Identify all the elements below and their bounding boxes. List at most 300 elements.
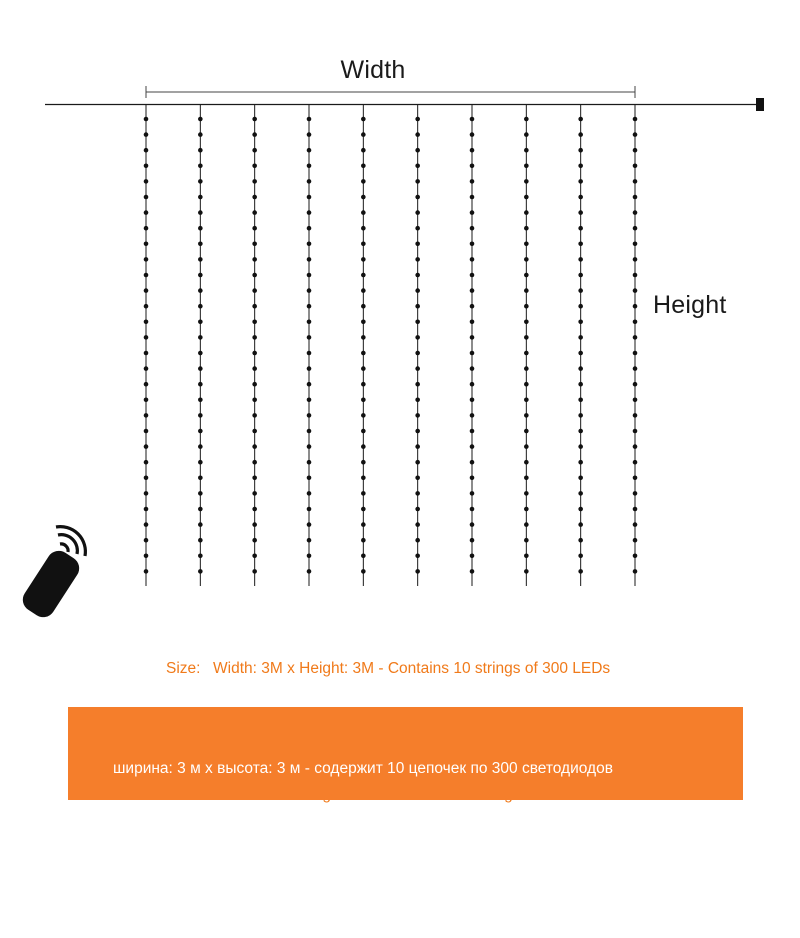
led-bulb <box>524 148 529 153</box>
led-bulb <box>578 304 583 309</box>
led-bulb <box>470 491 475 496</box>
led-bulb <box>633 257 638 262</box>
led-bulb <box>144 117 149 122</box>
led-bulb <box>144 507 149 512</box>
led-bulb <box>524 195 529 200</box>
led-bulb <box>415 366 420 371</box>
led-bulb <box>578 382 583 387</box>
led-bulb <box>361 382 366 387</box>
led-bulb <box>633 366 638 371</box>
led-bulb <box>198 195 203 200</box>
led-bulb <box>198 179 203 184</box>
width-dimension <box>146 86 635 98</box>
remote-body-icon <box>18 546 84 622</box>
led-bulb <box>252 491 257 496</box>
remote-control-icon <box>14 522 94 622</box>
led-bulb <box>144 335 149 340</box>
led-bulb <box>578 257 583 262</box>
led-bulb <box>470 242 475 247</box>
led-bulb <box>524 398 529 403</box>
led-bulb <box>198 304 203 309</box>
led-bulb <box>144 132 149 137</box>
led-bulb <box>307 476 312 481</box>
led-bulb <box>361 132 366 137</box>
led-bulb <box>415 554 420 559</box>
led-bulb <box>415 460 420 465</box>
led-bulb <box>361 476 366 481</box>
led-bulb <box>144 273 149 278</box>
led-bulb <box>470 398 475 403</box>
led-bulb <box>198 366 203 371</box>
led-bulb <box>524 304 529 309</box>
led-bulb <box>198 148 203 153</box>
led-bulb <box>307 569 312 574</box>
led-bulb <box>307 257 312 262</box>
led-bulb <box>524 210 529 215</box>
led-bulb <box>578 273 583 278</box>
led-bulb <box>633 304 638 309</box>
led-bulb <box>415 242 420 247</box>
led-bulb <box>633 320 638 325</box>
led-bulb <box>633 554 638 559</box>
led-bulb <box>252 179 257 184</box>
led-bulb <box>578 148 583 153</box>
led-bulb <box>144 210 149 215</box>
led-bulb <box>144 538 149 543</box>
led-bulb <box>415 273 420 278</box>
led-bulb <box>524 366 529 371</box>
size-prefix: Size: <box>166 660 201 677</box>
led-bulb <box>578 351 583 356</box>
led-bulb <box>144 164 149 169</box>
led-bulb <box>361 273 366 278</box>
led-bulb <box>633 398 638 403</box>
led-bulb <box>198 335 203 340</box>
led-bulb <box>524 460 529 465</box>
led-bulb <box>144 460 149 465</box>
led-bulb <box>633 226 638 231</box>
led-bulb <box>361 117 366 122</box>
led-string <box>361 105 366 587</box>
led-bulb <box>252 226 257 231</box>
led-bulb <box>307 413 312 418</box>
led-bulb <box>578 288 583 293</box>
led-bulb <box>307 164 312 169</box>
led-bulb <box>470 195 475 200</box>
led-bulb <box>307 366 312 371</box>
led-bulb <box>252 210 257 215</box>
led-bulb <box>633 476 638 481</box>
led-bulb <box>198 117 203 122</box>
led-bulb <box>633 179 638 184</box>
led-bulb <box>578 413 583 418</box>
led-bulb <box>524 413 529 418</box>
led-string <box>252 105 257 587</box>
led-bulb <box>361 179 366 184</box>
led-bulb <box>307 507 312 512</box>
led-bulb <box>470 148 475 153</box>
led-bulb <box>198 320 203 325</box>
led-bulb <box>470 444 475 449</box>
led-bulb <box>524 554 529 559</box>
led-bulb <box>198 398 203 403</box>
led-bulb <box>198 210 203 215</box>
led-bulb <box>307 148 312 153</box>
led-bulb <box>415 569 420 574</box>
led-bulb <box>470 273 475 278</box>
led-bulb <box>361 304 366 309</box>
led-bulb <box>361 429 366 434</box>
led-bulb <box>144 366 149 371</box>
led-string <box>415 105 420 587</box>
led-bulb <box>470 554 475 559</box>
led-bulb <box>307 335 312 340</box>
led-bulb <box>252 320 257 325</box>
led-bulb <box>470 366 475 371</box>
led-bulb <box>415 132 420 137</box>
led-bulb <box>633 195 638 200</box>
led-bulb <box>144 242 149 247</box>
led-bulb <box>578 460 583 465</box>
led-bulb <box>470 210 475 215</box>
led-bulb <box>415 522 420 527</box>
led-bulb <box>307 117 312 122</box>
led-string <box>524 105 529 587</box>
size-line-3m <box>166 658 610 679</box>
led-bulb <box>578 398 583 403</box>
led-bulb <box>252 444 257 449</box>
led-bulb <box>144 226 149 231</box>
led-bulb <box>252 351 257 356</box>
led-bulb <box>415 351 420 356</box>
led-bulb <box>307 444 312 449</box>
led-bulb <box>144 320 149 325</box>
led-bulb <box>633 491 638 496</box>
led-bulb <box>144 491 149 496</box>
led-bulb <box>524 288 529 293</box>
led-bulb <box>415 148 420 153</box>
led-bulb <box>144 398 149 403</box>
led-bulb <box>415 210 420 215</box>
led-bulb <box>524 257 529 262</box>
led-bulb <box>633 413 638 418</box>
led-bulb <box>198 288 203 293</box>
led-bulb <box>578 569 583 574</box>
led-bulb <box>198 351 203 356</box>
led-bulb <box>415 507 420 512</box>
led-bulb <box>633 210 638 215</box>
led-bulb <box>633 444 638 449</box>
led-bulb <box>524 179 529 184</box>
led-bulb <box>470 351 475 356</box>
led-bulb <box>633 335 638 340</box>
led-bulb <box>144 257 149 262</box>
led-bulb <box>633 351 638 356</box>
led-bulb <box>415 491 420 496</box>
led-bulb <box>307 554 312 559</box>
led-bulb <box>361 257 366 262</box>
led-bulb <box>415 164 420 169</box>
led-bulb <box>470 382 475 387</box>
led-string <box>578 105 583 587</box>
led-bulb <box>252 148 257 153</box>
led-bulb <box>524 538 529 543</box>
led-bulb <box>252 554 257 559</box>
led-bulb <box>361 522 366 527</box>
led-bulb <box>144 304 149 309</box>
led-bulb <box>470 569 475 574</box>
led-bulb <box>633 164 638 169</box>
led-bulb <box>524 507 529 512</box>
led-bulb <box>307 132 312 137</box>
led-bulb <box>361 460 366 465</box>
led-bulb <box>198 444 203 449</box>
led-bulb <box>252 304 257 309</box>
led-bulb <box>307 382 312 387</box>
led-bulb <box>198 413 203 418</box>
led-bulb <box>307 522 312 527</box>
led-bulb <box>307 179 312 184</box>
led-bulb <box>361 491 366 496</box>
led-bulb <box>198 554 203 559</box>
led-bulb <box>198 491 203 496</box>
led-bulb <box>578 444 583 449</box>
sizes-russian <box>113 713 615 938</box>
led-bulb <box>361 288 366 293</box>
led-bulb <box>307 491 312 496</box>
led-bulb <box>307 195 312 200</box>
led-bulb <box>578 117 583 122</box>
led-bulb <box>361 351 366 356</box>
led-bulb <box>633 148 638 153</box>
led-bulb <box>252 288 257 293</box>
led-bulb <box>307 304 312 309</box>
led-bulb <box>415 320 420 325</box>
led-bulb <box>470 179 475 184</box>
led-bulb <box>470 257 475 262</box>
ru-line-3m: ширина: 3 м х высота: 3 м - содержит 10 цепочек по 300 светодиодов <box>113 760 613 777</box>
led-bulb <box>361 538 366 543</box>
height-label: Height <box>653 291 727 319</box>
led-bulb <box>578 554 583 559</box>
led-bulb <box>144 351 149 356</box>
led-bulb <box>252 257 257 262</box>
led-bulb <box>415 304 420 309</box>
led-bulb <box>578 335 583 340</box>
led-bulb <box>307 538 312 543</box>
led-bulb <box>252 273 257 278</box>
led-bulb <box>578 366 583 371</box>
led-bulb <box>470 320 475 325</box>
ru-line-2m: Ширина: 3 м х высота: 2 м - содержит 10 цепочек по 200 светодиодов <box>113 827 615 845</box>
led-bulb <box>470 335 475 340</box>
led-bulb <box>361 148 366 153</box>
led-bulb <box>415 382 420 387</box>
led-bulb <box>470 429 475 434</box>
led-bulb <box>524 226 529 231</box>
led-bulb <box>578 491 583 496</box>
led-bulb <box>470 226 475 231</box>
led-bulb <box>578 429 583 434</box>
led-bulb <box>144 382 149 387</box>
led-bulb <box>633 429 638 434</box>
led-bulb <box>307 226 312 231</box>
led-bulb <box>361 226 366 231</box>
led-bulb <box>415 476 420 481</box>
led-bulb <box>524 335 529 340</box>
led-bulb <box>470 522 475 527</box>
led-bulb <box>524 242 529 247</box>
led-bulb <box>361 210 366 215</box>
led-bulb <box>578 210 583 215</box>
led-bulb <box>252 429 257 434</box>
led-bulb <box>252 132 257 137</box>
led-bulb <box>144 288 149 293</box>
led-bulb <box>198 460 203 465</box>
led-bulb <box>198 164 203 169</box>
led-bulb <box>578 476 583 481</box>
led-bulb <box>307 429 312 434</box>
led-bulb <box>578 242 583 247</box>
led-bulb <box>415 226 420 231</box>
led-bulb <box>470 132 475 137</box>
led-bulb <box>252 507 257 512</box>
led-bulb <box>361 242 366 247</box>
led-bulb <box>361 398 366 403</box>
led-bulb <box>578 164 583 169</box>
led-bulb <box>144 413 149 418</box>
led-bulb <box>470 476 475 481</box>
led-bulb <box>198 476 203 481</box>
led-bulb <box>524 351 529 356</box>
led-bulb <box>252 460 257 465</box>
led-bulb <box>144 148 149 153</box>
width-label: Width <box>340 56 406 84</box>
led-bulb <box>524 491 529 496</box>
led-bulb <box>470 304 475 309</box>
led-bulb <box>252 413 257 418</box>
led-bulb <box>144 522 149 527</box>
led-bulb <box>633 273 638 278</box>
led-bulb <box>524 429 529 434</box>
led-bulb <box>524 444 529 449</box>
led-bulb <box>361 569 366 574</box>
led-bulb <box>578 538 583 543</box>
led-bulb <box>198 257 203 262</box>
led-bulb <box>252 366 257 371</box>
led-bulb <box>470 538 475 543</box>
led-bulb <box>524 132 529 137</box>
led-bulb <box>307 351 312 356</box>
led-bulb <box>524 320 529 325</box>
led-bulb <box>470 117 475 122</box>
led-bulb <box>307 460 312 465</box>
led-bulb <box>144 444 149 449</box>
led-bulb <box>361 413 366 418</box>
led-bulb <box>144 569 149 574</box>
led-bulb <box>361 444 366 449</box>
led-bulb <box>578 522 583 527</box>
led-strings <box>144 105 638 587</box>
ru-line-1m: Ширина: 3 м х высота: 1 м - содержит 10 цепочек по 100 светодиодов <box>113 895 615 912</box>
led-bulb <box>361 366 366 371</box>
led-string <box>144 105 149 587</box>
led-bulb <box>415 179 420 184</box>
led-bulb <box>198 522 203 527</box>
led-bulb <box>361 507 366 512</box>
led-bulb <box>252 538 257 543</box>
led-bulb <box>633 132 638 137</box>
led-bulb <box>307 210 312 215</box>
led-bulb <box>578 226 583 231</box>
led-bulb <box>307 273 312 278</box>
led-bulb <box>578 320 583 325</box>
led-bulb <box>361 554 366 559</box>
led-bulb <box>198 569 203 574</box>
led-bulb <box>198 242 203 247</box>
led-bulb <box>144 195 149 200</box>
led-bulb <box>470 460 475 465</box>
led-bulb <box>633 460 638 465</box>
led-bulb <box>252 242 257 247</box>
led-string <box>470 105 475 587</box>
led-bulb <box>524 569 529 574</box>
led-bulb <box>578 179 583 184</box>
led-bulb <box>144 429 149 434</box>
led-bulb <box>252 164 257 169</box>
led-bulb <box>524 117 529 122</box>
led-bulb <box>633 117 638 122</box>
led-bulb <box>470 288 475 293</box>
led-bulb <box>198 226 203 231</box>
led-bulb <box>415 257 420 262</box>
led-bulb <box>198 429 203 434</box>
led-bulb <box>633 288 638 293</box>
led-bulb <box>524 522 529 527</box>
led-bulb <box>307 242 312 247</box>
led-bulb <box>470 507 475 512</box>
led-bulb <box>252 522 257 527</box>
led-bulb <box>578 507 583 512</box>
led-bulb <box>252 569 257 574</box>
led-bulb <box>415 413 420 418</box>
led-bulb <box>415 398 420 403</box>
led-bulb <box>633 538 638 543</box>
led-bulb <box>252 195 257 200</box>
led-bulb <box>633 522 638 527</box>
led-bulb <box>415 444 420 449</box>
led-bulb <box>198 273 203 278</box>
led-bulb <box>361 164 366 169</box>
led-bulb <box>633 382 638 387</box>
led-bulb <box>633 507 638 512</box>
led-bulb <box>415 288 420 293</box>
led-bulb <box>198 538 203 543</box>
led-bulb <box>415 195 420 200</box>
led-bulb <box>252 335 257 340</box>
led-bulb <box>470 164 475 169</box>
led-bulb <box>252 382 257 387</box>
led-bulb <box>252 398 257 403</box>
led-bulb <box>361 195 366 200</box>
led-bulb <box>198 507 203 512</box>
led-bulb <box>524 476 529 481</box>
led-bulb <box>198 382 203 387</box>
led-bulb <box>578 132 583 137</box>
led-bulb <box>470 413 475 418</box>
led-bulb <box>415 335 420 340</box>
wire-connector <box>756 98 764 111</box>
